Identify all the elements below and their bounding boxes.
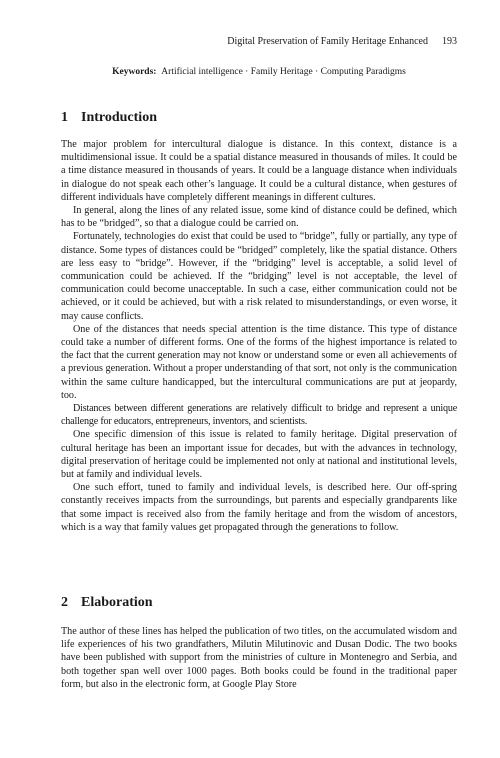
keywords-text: Artificial intelligence · Family Heritage · Computing Paradigms — [161, 67, 406, 77]
paragraph: The major problem for intercultural dialogue is distance. In this context, distance is a multidimensional issue. It could be a spatial distance measured in thousands of miles. It could be a time distance measured in thousands of years. It could be a language distance when individuals in dialogue do not speak each other’s language. It could be a cultural distance, when gestures of different individuals have completely different meanings in different cultures. — [61, 139, 457, 203]
section-number: 2 — [61, 595, 68, 610]
paragraph: The author of these lines has helped the publication of two titles, on the accumulated wisdom and life experiences of his two grandfathers, Milutin Milutinovic and Dusan Dodic. The two books have been published with support from the ministries of culture in Montenegro and Serbia, and both together span well over 1000 pages. Both books could be found in the traditional paper form, but also in the electronic form, at Google Play Store — [61, 626, 457, 690]
section-heading-introduction — [61, 110, 157, 126]
running-head — [61, 36, 457, 48]
elaboration-body — [61, 625, 457, 691]
paragraph: One such effort, tuned to family and individual levels, is described here. Our off-spring constantly receives impacts from the surroundings, but parents and especially grandparents like that some impact is received also from the family heritage and from the wisdom of ancestors, which is a way that family values get propagated through the generations to follow. — [61, 482, 457, 533]
page-number: 193 — [442, 36, 457, 47]
keywords-label: Keywords: — [112, 67, 157, 77]
paragraph: In general, along the lines of any related issue, some kind of distance could be defined, which has to be “bridged”, so that a dialogue could be carried on. — [61, 205, 457, 230]
section-number: 1 — [61, 110, 68, 125]
paragraph: One of the distances that needs special attention is the time distance. This type of distance could take a number of different forms. One of the forms of the highest importance is related to the fact that the current generation may not know or understand some or even all achievements of a previous generation. Without a proper understanding of that sort, not only is the communication within the same culture handicapped, but the intercultural communications are put at jeopardy, too. — [61, 323, 457, 401]
introduction-body — [61, 138, 457, 534]
section-heading-elaboration — [61, 595, 153, 611]
paragraph: One specific dimension of this issue is related to family heritage. Digital preservation of cultural heritage has been an important issue for decades, but with the advances in technology, digital preservation of heritage could be implemented not only at national and institutional levels, but at family and individual levels. — [61, 429, 457, 481]
section-title: Introduction — [81, 110, 157, 125]
running-title: Digital Preservation of Family Heritage Enhanced — [227, 36, 428, 47]
keywords-line — [61, 66, 457, 78]
section-title: Elaboration — [81, 595, 153, 610]
paragraph: Fortunately, technologies do exist that could be used to “bridge”, fully or partially, any type of distance. Some types of distances could be “bridged” completely, like the spatial distance. Others are less easy to “bridge”. However, if the “bridging” level is acceptable, a solid level of communication could be achieved. If the “bridging” level is not acceptable, the level of communication could become unacceptable. In such a case, either communication could not be achieved, or it could be achieved, but with a risk related to misunderstandings, or even worse, it may cause conflicts. — [61, 231, 457, 322]
paragraph: Distances between different generations are relatively difficult to bridge and represent a unique challenge for educators, entrepreneurs, inventors, and scientists. — [61, 403, 457, 428]
